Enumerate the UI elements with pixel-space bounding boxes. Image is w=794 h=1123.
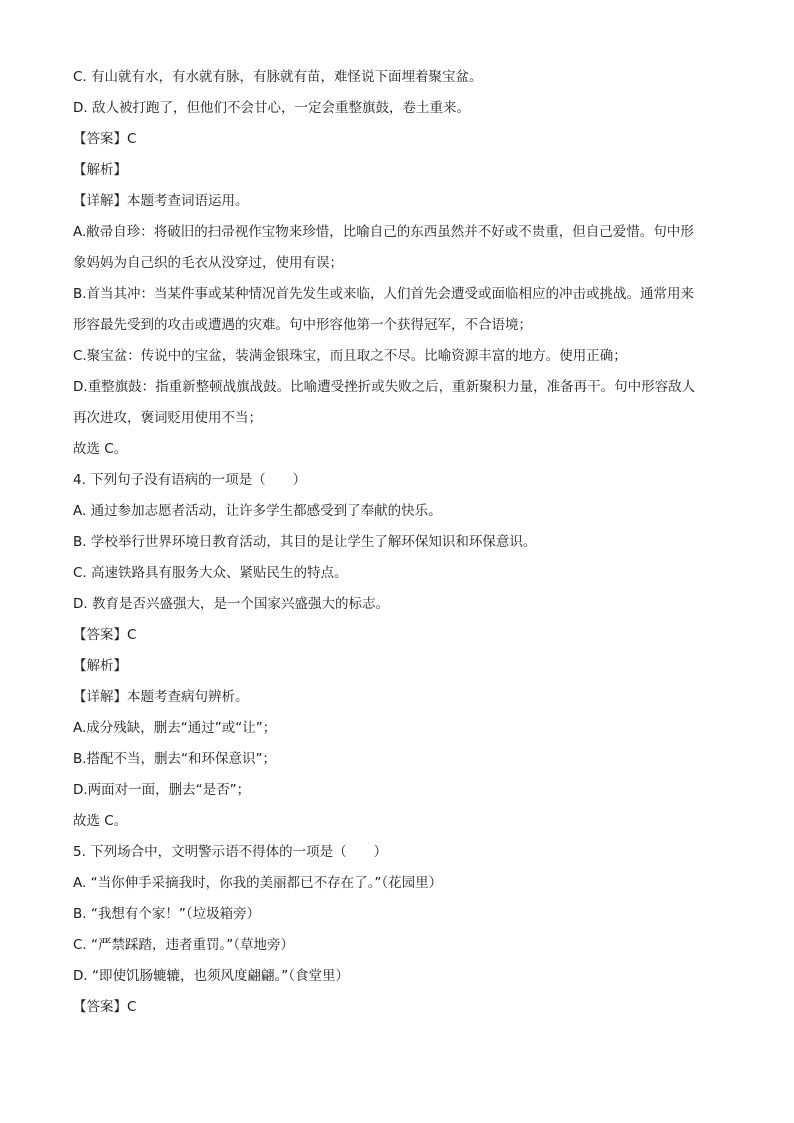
conclusion-line: 故选 C。 [73, 813, 128, 829]
question-5-option-a: A. “当你伸手采摘我时，你我的美丽都已不存在了。”（花园里） [73, 875, 443, 891]
answer-label: 【答案】C [73, 999, 137, 1015]
explanation-a-line2: 象妈妈为自己织的毛衣从没穿过，使用有误； [73, 255, 343, 271]
question-4-option-d: D. 教育是否兴盛强大，是一个国家兴盛强大的标志。 [73, 596, 389, 612]
document-page [73, 62, 723, 1023]
explanation-d-line: D.两面对一面，删去“是否”； [73, 782, 251, 798]
question-4-stem: 4. 下列句子没有语病的一项是（ ） [73, 472, 307, 488]
explanation-c-line: C.聚宝盆：传说中的宝盆，装满金银珠宝，而且取之不尽。比喻资源丰富的地方。使用正确； [73, 348, 627, 364]
explanation-d-line2: 再次进攻，褒词贬用使用不当； [73, 410, 262, 426]
question-4-option-a: A. 通过参加志愿者活动，让许多学生都感受到了奉献的快乐。 [73, 503, 442, 519]
explanation-a-line1: A.敝帚自珍：将破旧的扫帚视作宝物来珍惜，比喻自己的东西虽然并不好或不贵重，但自己爱惜。句中形 [73, 224, 694, 240]
question-5-option-b: B. “我想有个家！”（垃圾箱旁） [73, 906, 261, 922]
analysis-label: 【解析】 [73, 658, 127, 674]
question-4-option-c: C. 高速铁路具有服务大众、紧贴民生的特点。 [73, 565, 348, 581]
answer-label: 【答案】C [73, 131, 137, 147]
option-c-line: C. 有山就有水，有水就有脉，有脉就有苗，难怪说下面埋着聚宝盆。 [73, 69, 483, 85]
answer-label: 【答案】C [73, 627, 137, 643]
detail-heading: 【详解】本题考查词语运用。 [73, 193, 249, 209]
explanation-b-line2: 形容最先受到的攻击或遭遇的灾难。句中形容他第一个获得冠军，不合语境； [73, 317, 532, 333]
explanation-b-line: B.搭配不当，删去“和环保意识”； [73, 751, 277, 767]
question-4-option-b: B. 学校举行世界环境日教育活动，其目的是让学生了解环保知识和环保意识。 [73, 534, 537, 550]
question-5-option-d: D. “即使饥肠辘辘，也须风度翩翩。”（食堂里） [73, 968, 349, 984]
conclusion-line: 故选 C。 [73, 441, 128, 457]
question-5-option-c: C. “严禁踩踏，违者重罚。”（草地旁） [73, 937, 294, 953]
explanation-a-line: A.成分残缺，删去“通过”或“让”； [73, 720, 277, 736]
explanation-b-line1: B.首当其冲：当某件事或某种情况首先发生或来临，人们首先会遭受或面临相应的冲击或挑战。通常用来 [73, 286, 695, 302]
explanation-d-line1: D.重整旗鼓：指重新整顿战旗战鼓。比喻遭受挫折或失败之后，重新聚积力量，准备再干。句中形容敌人 [73, 379, 696, 395]
analysis-label: 【解析】 [73, 162, 127, 178]
question-5-stem: 5. 下列场合中，文明警示语不得体的一项是（ ） [73, 844, 388, 860]
option-d-line: D. 敌人被打跑了，但他们不会甘心，一定会重整旗鼓，卷土重来。 [73, 100, 470, 116]
detail-heading: 【详解】本题考查病句辨析。 [73, 689, 249, 705]
